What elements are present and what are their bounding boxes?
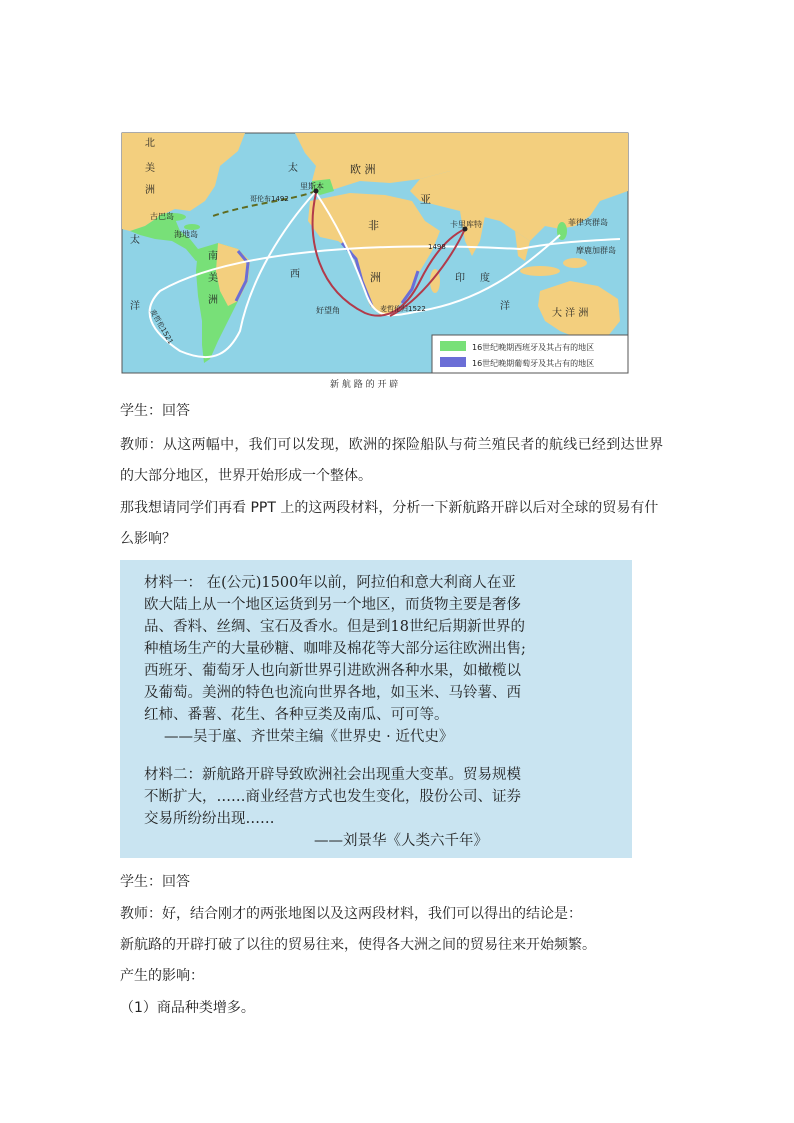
label-magellan: 麦哲伦1521 <box>148 308 175 346</box>
material-1-line: 品、香料、丝绸、宝石及香水。但是到18世纪后期新世界的 <box>144 619 525 635</box>
materials-box <box>120 560 632 858</box>
question-line1: 那我想请同学们再看 PPT 上的这两段材料，分析一下新航路开辟以后对全球的贸易有什 <box>120 500 659 516</box>
label-indian-2: 度 <box>480 273 490 284</box>
material-1-line: 红柿、番薯、花生、各种豆类及南瓜、可可等。 <box>144 707 449 723</box>
label-south-america-1: 南 <box>208 251 218 262</box>
material-1-line: 欧大陆上从一个地区运货到另一个地区，而货物主要是奢侈 <box>144 597 521 613</box>
label-cuba: 古巴岛 <box>150 212 174 221</box>
material-2-line: 交易所纷纷出现…… <box>144 811 275 827</box>
teacher-remark-1-line1: 教师：从这两幅中，我们可以发现，欧洲的探险船队与荷兰殖民者的航线已经到达世界 <box>120 437 664 453</box>
label-moluccas: 摩鹿加群岛 <box>576 246 616 255</box>
material-1-line: 西班牙、葡萄牙人也向新世界引进欧洲各种水果，如橄榄以 <box>144 663 521 679</box>
student-answer-1: 学生：回答 <box>120 403 190 419</box>
label-north-america-3: 洲 <box>145 185 155 196</box>
legend-swatch-spain <box>440 341 466 351</box>
legend-swatch-portugal <box>440 357 466 367</box>
question-line2: 么影响？ <box>120 531 176 547</box>
label-haiti: 海地岛 <box>174 230 198 239</box>
label-pacific-1: 太 <box>130 235 140 246</box>
label-columbus: 哥伦布1492 <box>250 195 289 203</box>
label-north-america-2: 美 <box>145 163 155 174</box>
impact-heading: 产生的影响： <box>120 968 204 984</box>
label-africa-1: 非 <box>368 219 379 232</box>
new-sea-routes-map <box>120 131 630 391</box>
label-atlantic-2: 西 <box>290 269 300 280</box>
material-2-source: ——刘景华《人类六千年》 <box>314 833 488 849</box>
label-gama: 1498 <box>428 243 446 251</box>
teacher-remark-2: 教师：好，结合刚才的两张地图以及这两段材料，我们可以得出的结论是： <box>120 906 582 922</box>
world-map-svg <box>120 131 630 391</box>
material-1-line: 种植场生产的大量砂糖、咖啡及棉花等大部分运往欧洲出售; <box>144 641 526 657</box>
material-1-line: 及葡萄。美洲的特色也流向世界各地，如玉米、马铃薯、西 <box>144 685 521 701</box>
indonesia-islands-1 <box>520 266 560 276</box>
legend-label-spain: 16世纪晚期西班牙及其占有的地区 <box>472 343 595 352</box>
material-2-line: 不断扩大，……商业经营方式也发生变化，股份公司、证券 <box>144 789 521 805</box>
label-north-america-1: 北 <box>145 138 155 149</box>
label-europe: 欧 洲 <box>350 163 376 176</box>
label-south-america-2: 美 <box>208 273 218 284</box>
label-lisbon: 里斯本 <box>300 182 324 191</box>
conclusion: 新航路的开辟打破了以往的贸易往来，使得各大洲之间的贸易往来开始频繁。 <box>120 937 596 953</box>
label-south-america-3: 洲 <box>208 295 218 306</box>
material-2-line: 材料二：新航路开辟导致欧洲社会出现重大变革。贸易规模 <box>144 767 521 783</box>
label-philippines: 菲律宾群岛 <box>568 218 608 227</box>
indonesia-islands-2 <box>563 258 587 268</box>
label-africa-2: 洲 <box>370 271 381 284</box>
label-atlantic-1: 太 <box>288 163 298 174</box>
label-oceania: 大 洋 洲 <box>552 308 589 319</box>
student-answer-2: 学生：回答 <box>120 874 190 890</box>
label-calicut: 卡里库特 <box>450 220 482 229</box>
label-good-hope: 好望角 <box>316 306 340 315</box>
label-indian-1: 印 <box>455 273 465 284</box>
label-pacific-2: 洋 <box>130 301 140 312</box>
label-indian-3: 洋 <box>500 301 510 312</box>
material-1-source: ——吴于廑、齐世荣主编《世界史 · 近代史》 <box>164 729 454 745</box>
impact-item-1: （1）商品种类增多。 <box>120 1000 255 1016</box>
map-caption: 新 航 路 的 开 辟 <box>330 380 399 390</box>
label-magellan-return: 麦哲伦归1522 <box>380 305 426 313</box>
legend-label-portugal: 16世纪晚期葡萄牙及其占有的地区 <box>472 359 595 368</box>
material-1-line: 材料一： 在(公元)1500年以前，阿拉伯和意大利商人在亚 <box>144 575 516 591</box>
label-asia: 亚 <box>420 193 431 206</box>
teacher-remark-1-line2: 的大部分地区，世界开始形成一个整体。 <box>120 468 372 484</box>
